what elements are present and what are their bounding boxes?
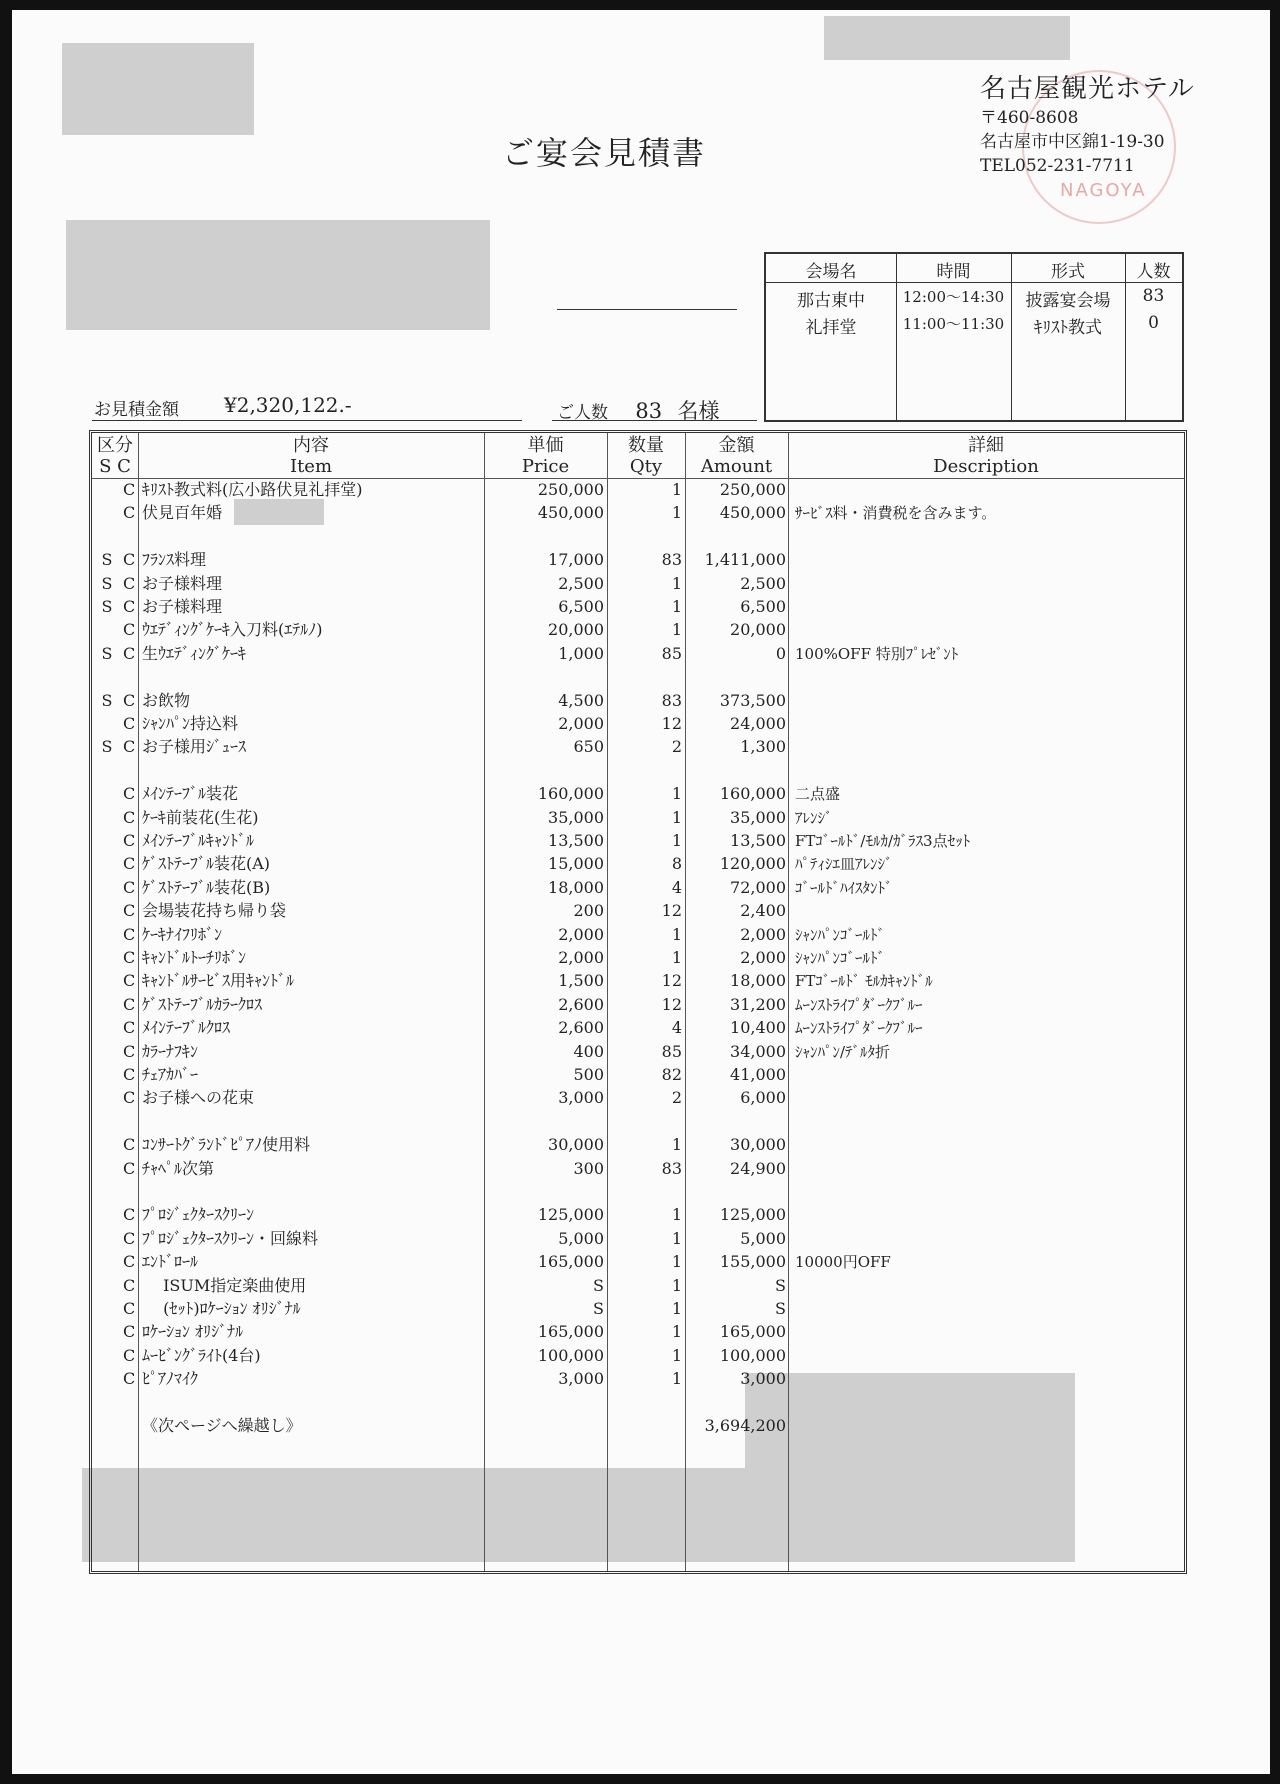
description: FTｺﾞｰﾙﾄﾞ/ﾓﾙｶ/ｶﾞﾗｽ3点ｾｯﾄ: [795, 832, 971, 850]
code-s: S: [101, 690, 113, 710]
unit-price: 400: [573, 1041, 604, 1061]
table-row: [92, 1039, 1184, 1065]
amount: 1,411,000: [704, 550, 786, 570]
amount: 250,000: [719, 480, 786, 499]
table-row: [92, 734, 1184, 760]
code-c: C: [123, 597, 136, 616]
amount: 6,500: [740, 597, 786, 616]
quantity: 1: [671, 597, 682, 616]
code-c: C: [123, 573, 136, 593]
amount: 20,000: [730, 620, 786, 640]
item-name: ﾒｲﾝﾃｰﾌﾞﾙｷｬﾝﾄﾞﾙ: [142, 831, 255, 850]
table-row: [92, 594, 1184, 620]
code-c: C: [123, 1158, 136, 1178]
venue-header-venue: 会場名: [805, 262, 857, 282]
amount: 3,000: [740, 1369, 786, 1389]
hotel-postal: 〒460-8608: [980, 108, 1079, 128]
table-row: [92, 571, 1184, 597]
table-row: [92, 1062, 1184, 1088]
quantity: 8: [671, 854, 682, 874]
redaction-block: [62, 43, 254, 135]
description: 二点盛: [795, 785, 841, 804]
amount: 24,900: [730, 1158, 786, 1178]
unit-price: 1,000: [558, 643, 604, 663]
code-c: C: [123, 480, 136, 499]
header-code: [92, 435, 138, 477]
amount: 2,000: [740, 924, 786, 944]
item-name: ｼｬﾝﾊﾟﾝ持込料: [142, 714, 239, 733]
table-row: [92, 617, 1184, 643]
venue-count: 0: [1148, 313, 1159, 333]
code-c: C: [123, 714, 136, 733]
venue-header-time: 時間: [936, 262, 971, 282]
amount: 5,000: [740, 1228, 786, 1248]
description: ｼｬﾝﾊﾟﾝｺﾞｰﾙﾄﾞ: [795, 925, 886, 944]
code-s: S: [101, 550, 113, 570]
amount: 0: [775, 643, 786, 663]
item-name: 《次ページへ繰越し》: [142, 1416, 302, 1435]
code-c: C: [123, 1135, 136, 1155]
item-name: ﾒｲﾝﾃｰﾌﾞﾙ装花: [142, 784, 239, 804]
header-code-en: S C: [99, 456, 131, 477]
amount: 41,000: [730, 1065, 786, 1084]
amount: 35,000: [730, 807, 786, 827]
code-c: C: [123, 550, 136, 570]
item-name: ｷｬﾝﾄﾞﾙｻｰﾋﾞｽ用ｷｬﾝﾄﾞﾙ: [142, 971, 295, 991]
table-row: [92, 945, 1184, 971]
table-row: [92, 477, 1184, 503]
quantity: 1: [671, 831, 682, 850]
code-c: C: [123, 643, 136, 663]
amount: 6,000: [740, 1088, 786, 1108]
quantity: 1: [671, 924, 682, 944]
amount: 13,500: [730, 831, 786, 850]
venue-table: [764, 252, 1184, 422]
description: ﾑｰﾝｽﾄﾗｲﾌﾟﾀﾞｰｸﾌﾞﾙｰ: [795, 1019, 923, 1038]
unit-price: 300: [573, 1158, 604, 1178]
code-c: C: [123, 1345, 136, 1365]
unit-price: 2,500: [558, 573, 604, 593]
amount: 30,000: [730, 1135, 786, 1155]
item-name: ﾁｪｱｶﾊﾞｰ: [142, 1065, 199, 1084]
quantity: 1: [671, 1275, 682, 1295]
table-row: [92, 500, 1184, 526]
amount: 2,000: [740, 948, 786, 967]
guests-unit: 名様: [677, 399, 720, 423]
item-name: ｴﾝﾄﾞﾛｰﾙ: [142, 1252, 199, 1272]
description: FTｺﾞｰﾙﾄﾞ ﾓﾙｶｷｬﾝﾄﾞﾙ: [795, 972, 933, 991]
code-c: C: [123, 503, 136, 523]
unit-price: 250,000: [537, 480, 604, 499]
code-s: S: [101, 597, 113, 616]
table-row: [92, 1273, 1184, 1299]
amount: 155,000: [719, 1252, 786, 1272]
code-s: S: [101, 573, 113, 593]
guests-underline: [552, 420, 757, 421]
amount: 34,000: [730, 1041, 786, 1061]
code-c: C: [123, 1275, 136, 1295]
table-row: [92, 1156, 1184, 1182]
code-c: C: [123, 784, 136, 804]
code-c: C: [123, 1322, 136, 1342]
quantity: 82: [661, 1065, 682, 1084]
quantity: 85: [661, 1041, 682, 1061]
hotel-info: [980, 72, 1195, 178]
amount: 120,000: [719, 854, 786, 874]
quantity: 1: [671, 503, 682, 523]
addressee-underline: [557, 309, 737, 310]
header-item-en: Item: [289, 456, 333, 477]
quantity: 2: [671, 1088, 682, 1108]
item-name: (ｾｯﾄ)ﾛｹｰｼｮﾝ ｵﾘｼﾞﾅﾙ: [142, 1299, 301, 1318]
header-price-jp: 単価: [527, 435, 564, 456]
unit-price: 2,000: [558, 714, 604, 733]
code-c: C: [123, 971, 136, 991]
unit-price: 2,600: [558, 1018, 604, 1038]
unit-price: S: [593, 1275, 604, 1295]
unit-price: 18,000: [548, 877, 604, 897]
unit-price: S: [593, 1299, 604, 1318]
quantity: 1: [671, 573, 682, 593]
table-row: [92, 828, 1184, 854]
code-c: C: [123, 1205, 136, 1225]
header-qty-en: Qty: [629, 456, 663, 477]
stamp-text: NAGOYA: [1060, 180, 1147, 201]
quantity: 1: [671, 784, 682, 804]
unit-price: 500: [573, 1065, 604, 1084]
code-c: C: [123, 1018, 136, 1038]
quantity: 12: [661, 971, 682, 991]
header-item-jp: 内容: [293, 435, 329, 456]
amount: 125,000: [719, 1205, 786, 1225]
table-row: [92, 1366, 1184, 1392]
venue-count: 83: [1142, 286, 1165, 306]
amount: 373,500: [719, 690, 786, 710]
unit-price: 200: [573, 901, 604, 921]
item-name: ｹﾞｽﾄﾃｰﾌﾞﾙ装花(A): [142, 854, 271, 874]
table-row: [92, 898, 1184, 924]
quantity: 1: [671, 1299, 682, 1318]
unit-price: 3,000: [558, 1088, 604, 1108]
code-c: C: [123, 948, 136, 967]
unit-price: 5,000: [558, 1228, 604, 1248]
item-name: ｺﾝｻｰﾄｸﾞﾗﾝﾄﾞﾋﾟｱﾉ使用料: [142, 1135, 311, 1155]
venue-header-count: 人数: [1136, 262, 1171, 282]
quantity: 1: [671, 620, 682, 640]
hotel-name: 名古屋観光ホテル: [980, 74, 1195, 104]
code-c: C: [123, 924, 136, 944]
description: ｼｬﾝﾊﾟﾝｺﾞｰﾙﾄﾞ: [795, 949, 886, 967]
table-row: [92, 711, 1184, 737]
table-row: [92, 688, 1184, 714]
amount: 18,000: [730, 971, 786, 991]
item-name: お子様用ｼﾞｭｰｽ: [142, 737, 247, 757]
amount: 2,400: [740, 901, 786, 921]
item-name: 伏見百年婚: [142, 503, 223, 523]
venue-time: 12:00～14:30: [902, 288, 1005, 306]
item-name: ﾛｹｰｼｮﾝ ｵﾘｼﾞﾅﾙ: [142, 1322, 244, 1342]
item-name: ﾌﾟﾛｼﾞｪｸﾀｰｽｸﾘｰﾝ・回線料: [142, 1228, 319, 1248]
unit-price: 30,000: [548, 1135, 604, 1155]
unit-price: 20,000: [548, 620, 604, 640]
quote-label: お見積金額: [94, 400, 179, 420]
amount: 72,000: [730, 877, 786, 897]
code-c: C: [123, 1299, 136, 1318]
item-name: ｹｰｷﾅｲﾌﾘﾎﾞﾝ: [142, 924, 223, 944]
quantity: 12: [661, 714, 682, 733]
unit-price: 125,000: [537, 1205, 604, 1225]
amount: 1,300: [740, 737, 786, 757]
item-name: ﾁｬﾍﾟﾙ次第: [142, 1158, 215, 1178]
code-c: C: [123, 1041, 136, 1061]
item-name: ﾋﾟｱﾉﾏｲｸ: [142, 1369, 199, 1389]
header-item: [138, 435, 484, 477]
item-name: お子様料理: [142, 597, 223, 616]
amount: 24,000: [730, 714, 786, 733]
unit-price: 3,000: [558, 1369, 604, 1389]
estimate-page: [12, 10, 1270, 1774]
quantity: 83: [661, 690, 682, 710]
quantity: 83: [661, 1158, 682, 1178]
code-c: C: [123, 1228, 136, 1248]
quantity: 1: [671, 1135, 682, 1155]
quantity: 1: [671, 1369, 682, 1389]
header-desc-jp: 詳細: [968, 435, 1004, 456]
table-row: [92, 1319, 1184, 1345]
venue-name: 礼拝堂: [805, 318, 857, 338]
table-row: [92, 1296, 1184, 1322]
table-row: [92, 1202, 1184, 1228]
amount: 160,000: [719, 784, 786, 804]
item-name: ISUM指定楽曲使用: [142, 1275, 307, 1295]
amount: 450,000: [719, 503, 786, 523]
code-c: C: [123, 737, 136, 757]
code-c: C: [123, 1088, 136, 1108]
amount: 2,500: [740, 573, 786, 593]
quantity: 1: [671, 1322, 682, 1342]
quote-amount: ¥2,320,122.-: [224, 393, 352, 417]
code-c: C: [123, 1252, 136, 1272]
amount: S: [775, 1299, 786, 1318]
item-name: 生ｳｴﾃﾞｨﾝｸﾞｹｰｷ: [142, 643, 247, 663]
item-name: ｹﾞｽﾄﾃｰﾌﾞﾙｶﾗｰｸﾛｽ: [142, 994, 263, 1014]
unit-price: 165,000: [537, 1322, 604, 1342]
unit-price: 4,500: [558, 690, 604, 710]
table-row: [92, 1343, 1184, 1369]
item-name: ﾌﾗﾝｽ料理: [142, 550, 207, 570]
quantity: 1: [671, 807, 682, 827]
quantity: 4: [671, 877, 682, 897]
header-price: [484, 435, 607, 477]
unit-price: 13,500: [548, 831, 604, 850]
description: ﾑｰﾝｽﾄﾗｲﾌﾟﾀﾞｰｸﾌﾞﾙｰ: [795, 995, 923, 1014]
quantity: 1: [671, 948, 682, 967]
item-name: お子様料理: [142, 573, 223, 593]
quantity: 1: [671, 1345, 682, 1365]
table-row: [92, 968, 1184, 994]
item-name: ｹﾞｽﾄﾃｰﾌﾞﾙ装花(B): [142, 877, 271, 897]
code-c: C: [123, 901, 136, 921]
document-title: ご宴会見積書: [502, 134, 707, 172]
guests-number: 83: [635, 399, 663, 423]
description: ｺﾞｰﾙﾄﾞﾊｲｽﾀﾝﾄﾞ: [795, 878, 893, 897]
redaction-block: [66, 220, 490, 330]
amount: 10,400: [730, 1018, 786, 1038]
quantity: 12: [661, 901, 682, 921]
table-row: [92, 1413, 1184, 1439]
quantity: 1: [671, 1228, 682, 1248]
quote-underline: [92, 420, 522, 421]
unit-price: 6,500: [558, 597, 604, 616]
amount: S: [775, 1275, 786, 1295]
quantity: 85: [661, 643, 682, 663]
header-description: [788, 435, 1184, 477]
unit-price: 650: [573, 737, 604, 757]
header-qty: [607, 435, 685, 477]
table-row: [92, 641, 1184, 667]
header-amount-en: Amount: [700, 456, 773, 477]
redaction-block: [824, 16, 1070, 60]
unit-price: 15,000: [548, 854, 604, 874]
quantity: 12: [661, 994, 682, 1014]
unit-price: 2,000: [558, 948, 604, 967]
line-item-table: [89, 430, 1187, 1574]
guests-label: ご人数: [557, 403, 608, 423]
quantity: 1: [671, 480, 682, 499]
hotel-address: 名古屋市中区錦1-19-30: [980, 132, 1165, 152]
unit-price: 2,000: [558, 924, 604, 944]
table-row: [92, 1015, 1184, 1041]
unit-price: 100,000: [537, 1345, 604, 1365]
venue-format: 披露宴会場: [1025, 291, 1111, 311]
amount: 31,200: [730, 994, 786, 1014]
quantity: 2: [671, 737, 682, 757]
item-name: ﾑｰﾋﾞﾝｸﾞﾗｲﾄ(4台): [142, 1345, 261, 1365]
unit-price: 17,000: [548, 550, 604, 570]
item-name: ﾒｲﾝﾃｰﾌﾞﾙｸﾛｽ: [142, 1018, 231, 1038]
code-c: C: [123, 854, 136, 874]
code-s: S: [101, 737, 113, 757]
code-s: S: [101, 643, 113, 663]
description: 10000円OFF: [795, 1253, 891, 1272]
header-code-jp: 区分: [97, 435, 133, 456]
unit-price: 160,000: [537, 784, 604, 804]
description: 100%OFF 特別ﾌﾟﾚｾﾞﾝﾄ: [795, 644, 959, 663]
quantity: 1: [671, 1205, 682, 1225]
table-row: [92, 922, 1184, 948]
unit-price: 35,000: [548, 807, 604, 827]
amount: 165,000: [719, 1322, 786, 1342]
item-name: ｷﾘｽﾄ教式料(広小路伏見礼拝堂): [142, 480, 363, 499]
code-c: C: [123, 807, 136, 827]
description: ｼｬﾝﾊﾟﾝ/ﾃﾞﾙﾀ折: [795, 1042, 891, 1061]
code-c: C: [123, 994, 136, 1014]
item-name: ｶﾗｰﾅﾌｷﾝ: [142, 1041, 199, 1061]
venue-format: ｷﾘｽﾄ教式: [1034, 318, 1102, 338]
description: ﾊﾟﾃｨｼｴ皿ｱﾚﾝｼﾞ: [795, 855, 893, 874]
description: ｱﾚﾝｼﾞ: [795, 808, 833, 827]
table-row: [92, 781, 1184, 807]
item-name: ｳｴﾃﾞｨﾝｸﾞｹｰｷ入刀料(ｴﾃﾙﾉ): [142, 620, 323, 640]
quantity: 83: [661, 550, 682, 570]
unit-price: 1,500: [558, 971, 604, 991]
venue-time: 11:00～11:30: [902, 315, 1005, 333]
table-row: [92, 992, 1184, 1018]
item-name: お飲物: [142, 690, 191, 710]
table-row: [92, 805, 1184, 831]
code-c: C: [123, 690, 136, 710]
item-name: お子様への花束: [142, 1088, 255, 1108]
header-amount: [685, 435, 788, 477]
item-name: 会場装花持ち帰り袋: [142, 901, 287, 921]
unit-price: 450,000: [537, 503, 604, 523]
code-c: C: [123, 877, 136, 897]
table-row: [92, 1132, 1184, 1158]
table-row: [92, 851, 1184, 877]
header-qty-jp: 数量: [628, 435, 664, 456]
quantity: 4: [671, 1018, 682, 1038]
unit-price: 165,000: [537, 1252, 604, 1272]
code-c: C: [123, 1369, 136, 1389]
code-c: C: [123, 620, 136, 640]
table-row: [92, 1085, 1184, 1111]
item-name: ｹｰｷ前装花(生花): [142, 807, 259, 827]
header-price-en: Price: [521, 456, 570, 477]
quote-summary: [94, 393, 352, 420]
header-desc-en: Description: [933, 456, 1039, 477]
code-c: C: [123, 1065, 136, 1084]
table-row: [92, 547, 1184, 573]
code-c: C: [123, 831, 136, 850]
amount: 3,694,200: [704, 1416, 786, 1435]
hotel-tel: TEL052-231-7711: [980, 156, 1135, 176]
amount: 100,000: [719, 1345, 786, 1365]
description: ｻｰﾋﾞｽ料・消費税を含みます。: [795, 504, 997, 523]
venue-name: 那古東中: [797, 291, 865, 311]
table-row: [92, 1249, 1184, 1275]
table-row: [92, 1226, 1184, 1252]
item-name: ｷｬﾝﾄﾞﾙﾄｰﾁﾘﾎﾞﾝ: [142, 948, 247, 967]
header-amount-jp: 金額: [718, 435, 755, 456]
item-name: ﾌﾟﾛｼﾞｪｸﾀｰｽｸﾘｰﾝ: [142, 1205, 255, 1225]
unit-price: 2,600: [558, 994, 604, 1014]
venue-header-format: 形式: [1051, 262, 1085, 282]
quantity: 1: [671, 1252, 682, 1272]
table-row: [92, 875, 1184, 901]
